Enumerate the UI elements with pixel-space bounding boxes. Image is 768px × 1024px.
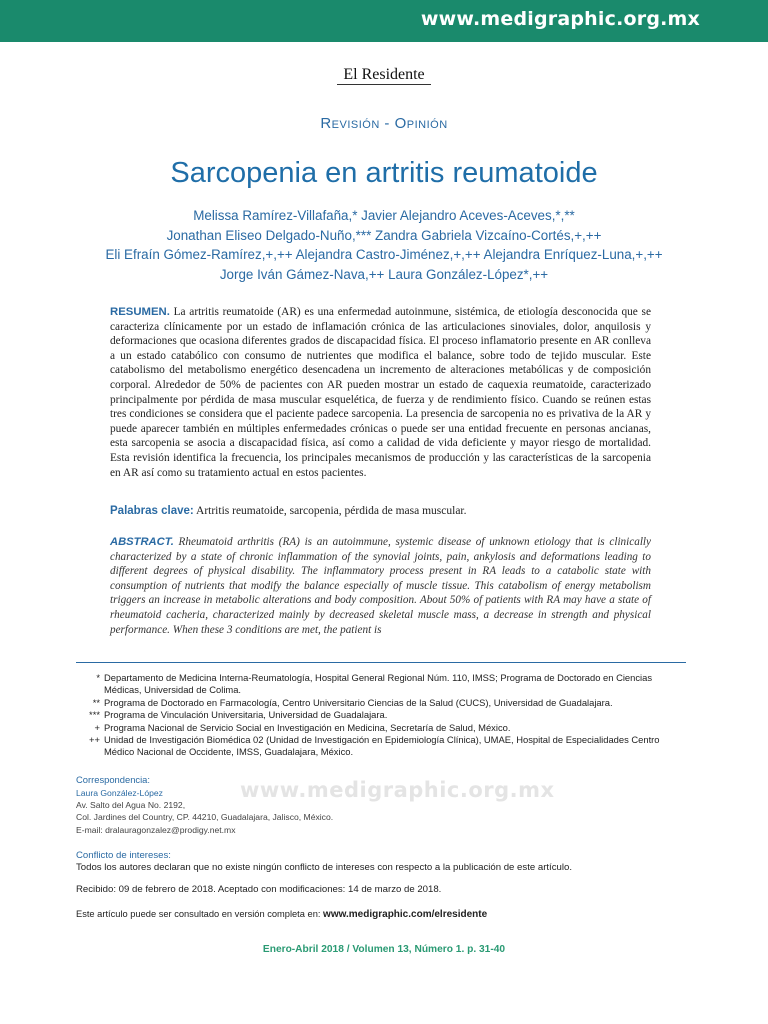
correspondence-line: Av. Salto del Agua No. 2192,: [76, 800, 186, 811]
footnote-text: Departamento de Medicina Interna-Reumatología, Hospital General Regional Núm. 110, IMSS; Programa de Doctorado en Ciencias Médicas, Universidad de Colima.: [104, 672, 653, 696]
journal-name-text: El Residente: [337, 66, 430, 85]
keywords-text: Artritis reumatoide, sarcopenia, pérdida de masa muscular.: [196, 505, 467, 517]
author-line: Jorge Iván Gámez-Nava,++ Laura González-López*,++: [219, 266, 549, 282]
header-bar: [0, 0, 768, 42]
conflict-title: Conflicto de intereses:: [76, 850, 171, 861]
footnote-mark: +: [94, 721, 100, 733]
article-title: Sarcopenia en artritis reumatoide: [170, 157, 598, 189]
resumen-label: RESUMEN.: [110, 306, 170, 318]
online-version: [76, 909, 487, 920]
footnote-item: [76, 697, 691, 709]
author-line: Eli Efraín Gómez-Ramírez,+,++ Alejandra Castro-Jiménez,+,++ Alejandra Enríquez-Luna,+,++: [105, 247, 663, 262]
footnote-text: Programa de Doctorado en Farmacología, Centro Universitario Ciencias de la Salud (CUCS), Universidad de Guadalajara.: [104, 696, 613, 708]
abstract-label: ABSTRACT.: [110, 536, 174, 548]
author-list: [0, 206, 768, 284]
footnote-text: Unidad de Investigación Biomédica 02 (Unidad de Investigación en Epidemiología Clínica), UMAE, Hospital de Especialidades Centro Médico Nacional de Occidente, IMSS, Guadalajara, México.: [104, 734, 660, 758]
footnote-item: [76, 709, 691, 721]
footnote-mark: *: [96, 672, 100, 683]
footnote-mark: ++: [89, 734, 100, 746]
correspondence-line: Col. Jardines del Country, CP. 44210, Guadalajara, Jalisco, México.: [76, 812, 334, 823]
footnote-mark: **: [92, 696, 100, 708]
abstract-text: Rheumatoid arthritis (RA) is an autoimmune, systemic disease of unknown etiology that is clinically characterized by a state of chronic inflammation of the synovial joints, pain, ankylosis and deformations leading to different degrees of physical disability. The inflammatory process present in RA leads to a catabolic state with consumption of nutrients that modify the balance especially of muscle tissue. This catabolism of energy metabolism triggers an increase in metabolic alterations and body composition. About 50% of patients with RA may have a state of rheumatoid cacheria, characterized mainly by decreased skeletal muscle mass, a decrease in strength and physical performance. When these 3 conditions are met, the patient is: [110, 536, 652, 636]
resumen-paragraph: [110, 305, 651, 480]
correspondence-block: [76, 787, 336, 836]
section-label: Revisión - Opinión: [320, 115, 448, 132]
online-version-link[interactable]: www.medigraphic.com/elresidente: [323, 909, 488, 920]
correspondence-name: Laura González-López: [76, 788, 163, 798]
footnote-mark: ***: [89, 709, 100, 721]
journal-name: [0, 66, 768, 84]
affiliation-footnotes: [76, 672, 691, 759]
footnote-text: Programa de Vinculación Universitaria, Universidad de Guadalajara.: [104, 709, 388, 721]
author-line: Melissa Ramírez-Villafaña,* Javier Alejandro Aceves-Aceves,*,**: [193, 208, 575, 223]
footnote-item: [76, 672, 691, 697]
received-dates: Recibido: 09 de febrero de 2018. Aceptado con modificaciones: 14 de marzo de 2018.: [76, 884, 442, 895]
resumen-text: La artritis reumatoide (AR) es una enfermedad autoinmune, sistémica, de etiología desconocida que se caracteriza clínicamente por un estado de inflamación crónica de las articulaciones sinoviales, dolor, anquilosis y deformaciones que ocasiona diferentes grados de discapacidad física. El proceso inflamatorio presente en AR conlleva a un estado catabólico con consumo de nutrientes que modifica el balance, sobre todo de tejido muscular. Este catabolismo del metabolismo energético desencadena un incremento de alteraciones metabólicas y de composición corporal. Alrededor de 50% de pacientes con AR pueden mostrar un estado de caquexia reumatoide, caracterizado principalmente por pérdida de masa muscular esquelética, de fuerza y de rendimiento físico. Cuando se reúnen estas tres condiciones se considera que el paciente padece sarcopenia. La presencia de sarcopenia no es privativa de la AR y puede aparecer también en múltiples enfermedades crónicas o puede ser una entidad frecuente en personas ancianas, esta sarcopenia se asocia a discapacidad física, así como a calidad de vida deficiente y mayor riesgo de mortalidad. Esta revisión identifica la frecuencia, los principales mecanismos de producción y las características de la sarcopenia en AR así como su tratamiento actual en estos pacientes.: [110, 306, 652, 479]
footnote-item: [76, 734, 691, 759]
issue-footer: Enero-Abril 2018 / Volumen 13, Número 1. p. 31-40: [262, 944, 506, 955]
correspondence-email: E-mail: dralauragonzalez@prodigy.net.mx: [76, 824, 236, 835]
author-line: Jonathan Eliseo Delgado-Nuño,*** Zandra Gabriela Vizcaíno-Cortés,+,++: [166, 227, 602, 243]
online-version-text: Este artículo puede ser consultado en versión completa en:: [76, 909, 321, 919]
correspondence-title: Correspondencia:: [76, 774, 151, 785]
watermark-text: www.medigraphic.org.mx: [240, 778, 555, 802]
keywords-label: Palabras clave:: [110, 505, 194, 517]
conflict-text: Todos los autores declaran que no existe ningún conflicto de intereses con respecto a la publicación de este artículo.: [76, 862, 572, 873]
site-url-link[interactable]: www.medigraphic.org.mx: [420, 8, 700, 30]
keywords-paragraph: [110, 505, 651, 517]
footnote-text: Programa Nacional de Servicio Social en Investigación en Medicina, Secretaría de Salud, México.: [104, 721, 511, 733]
abstract-paragraph: [110, 535, 651, 637]
footnote-divider: [76, 662, 686, 663]
footnote-item: [76, 722, 691, 734]
